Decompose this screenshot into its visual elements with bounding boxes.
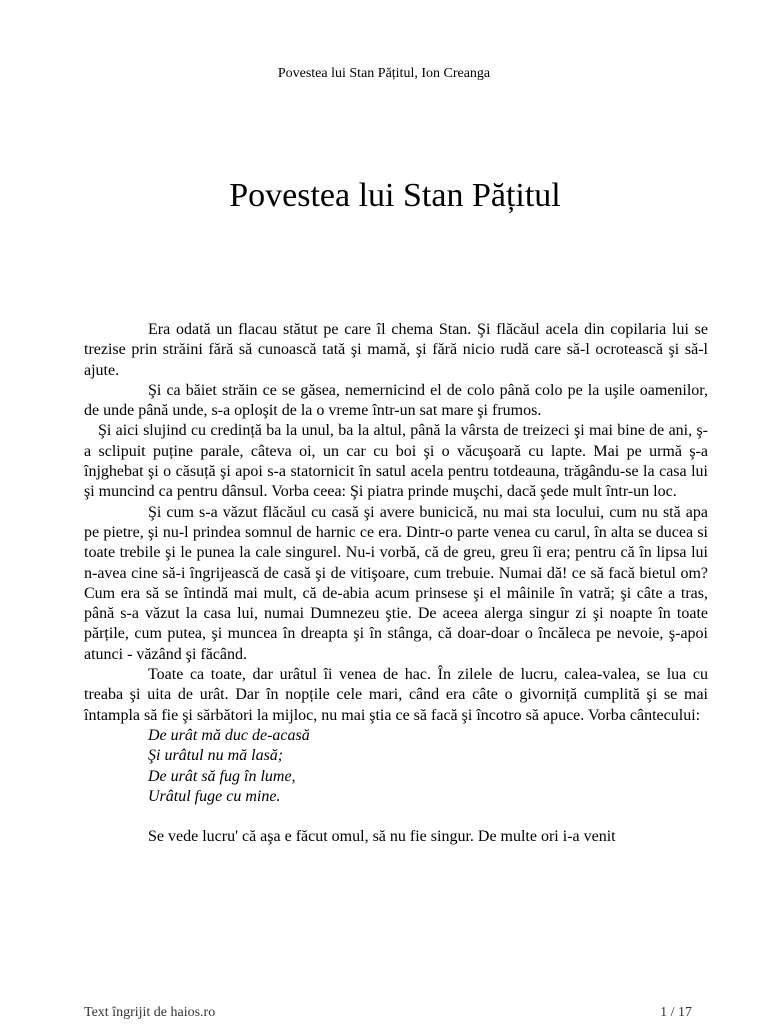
page-number: 1 / 17 bbox=[660, 1005, 692, 1020]
running-header: Povestea lui Stan Pățitul, Ion Creanga bbox=[277, 66, 491, 81]
paragraph: Se vede lucru' că aşa e făcut omul, să nu fie singur. De multe ori i-a venit bbox=[148, 828, 616, 846]
verse-block bbox=[84, 726, 708, 807]
paragraph-gap bbox=[84, 807, 708, 827]
paragraph: Şi ca băiet străin ce se găsea, nemernicind el de colo până colo pe la uşile oamenilor, de unde până unde, s-a oploşit de la o vreme într-un sat mare şi frumos. bbox=[84, 381, 708, 420]
verse-line: De urât mă duc de-acasă bbox=[148, 726, 310, 744]
document-title: Povestea lui Stan Pățitul bbox=[229, 177, 561, 214]
paragraph: Toate ca toate, dar urâtul îi venea de hac. În zilele de lucru, calea-valea, se lua cu treaba şi uita de urât. Dar în nopțile cele mari, când era câte o givorniță cumplită şi se mai întampla să fie şi sărbători la mijloc, nu mai ştia ce să facă şi încotro să apuce. Vorba cântecului: bbox=[84, 666, 708, 724]
footer-credit: Text îngrijit de haios.ro bbox=[84, 1005, 216, 1020]
paragraph: Şi cum s-a văzut flăcăul cu casă şi avere bunicică, nu mai sta locului, cum nu stă apa pe pietre, şi nu-l prindea somnul de harnic ce era. Dintr-o parte venea cu carul, în alta se ducea si toate trebile şi le punea la cale singurel. Nu-i vorbă, că de greu, greu îi era; pentru că în lipsa lui n-avea cine să-i îngrijească de casă şi de vitişoare, cum trebuie. Numai dă! ce să facă bietul om? Cum era să se întindă mai mult, că de-abia acum prinsese şi el mâinile în vatră; şi câte a tras, până s-a văzut la casa lui, numai Dumnezeu ştie. De aceea alerga singur zi şi noapte în toate părțile, cum putea, şi muncea în dreapta şi în stânga, că doar-doar o încăleca pe nevoie, ş-apoi atunci - văzând şi făcând. bbox=[84, 503, 708, 663]
document-body bbox=[84, 320, 708, 847]
paragraph: Era odată un flacau stătut pe care îl chema Stan. Şi flăcăul acela din copilaria lui se trezise prin străini fără să cunoască tată şi mamă, şi fără nicio rudă care să-l ocrotească şi să-l ajute. bbox=[84, 321, 708, 379]
paragraph: Şi aici slujind cu credință ba la unul, ba la altul, până la vârsta de treizeci şi mai bine de ani, ş-a sclipuit puține parale, câteva oi, un car cu boi şi o văcuşoară cu lapte. Mai pe urmă ş-a înjghebat şi o căsuță şi apoi s-a statornicit în satul acela pentru totdeauna, trăgându-se la casa lui şi muncind ca pentru dânsul. Vorba ceea: Şi piatra prinde muşchi, dacă şede mult într-un loc. bbox=[84, 422, 708, 501]
verse-line: De urât să fug în lume, bbox=[148, 767, 296, 785]
verse-line: Şi urâtul nu mă lasă; bbox=[148, 747, 284, 765]
verse-line: Urâtul fuge cu mine. bbox=[148, 787, 281, 805]
